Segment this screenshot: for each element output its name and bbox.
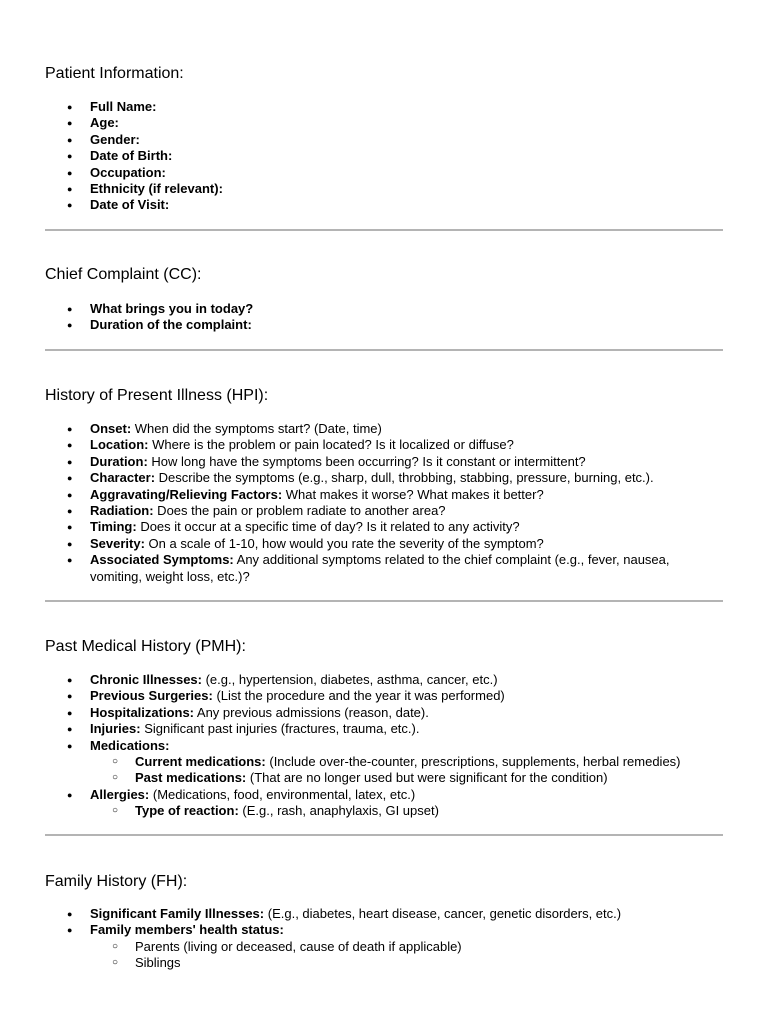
pmh-list — [45, 672, 723, 820]
list-item: ● Occupation: — [45, 165, 723, 181]
sub-list-item: ○ Type of reaction: (E.g., rash, anaphylaxis, GI upset) — [45, 803, 723, 819]
list-item: ● Age: — [45, 115, 723, 131]
hpi-section — [45, 386, 723, 585]
list-item: ● Onset: When did the symptoms start? (Date, time) — [45, 421, 723, 437]
patient-information-section — [45, 64, 723, 214]
section-heading: Past Medical History (PMH): — [45, 638, 246, 655]
section-divider — [45, 600, 723, 602]
section-heading: Chief Complaint (CC): — [45, 266, 202, 283]
chief-complaint-section — [45, 265, 723, 334]
list-item: ● Gender: — [45, 132, 723, 148]
section-heading: Patient Information: — [45, 65, 184, 82]
fh-section — [45, 872, 723, 972]
section-heading: History of Present Illness (HPI): — [45, 387, 269, 404]
section-divider — [45, 834, 723, 836]
list-item: ● Timing: Does it occur at a specific time of day? Is it related to any activity? — [45, 519, 723, 535]
hpi-list — [45, 421, 723, 585]
list-item: ● Duration: How long have the symptoms been occurring? Is it constant or intermittent? — [45, 454, 723, 470]
list-item: ● Date of Birth: — [45, 148, 723, 164]
list-item: ● Significant Family Illnesses: (E.g., diabetes, heart disease, cancer, genetic disorders, etc.) — [45, 906, 723, 922]
pmh-section — [45, 637, 723, 820]
sub-list-item: ○ Past medications: (That are no longer used but were significant for the condition) — [45, 770, 723, 786]
list-item: ● Associated Symptoms: Any additional symptoms related to the chief complaint (e.g., fever, nausea, vomiting, weight loss, etc.)? — [45, 552, 723, 585]
list-item: ● Location: Where is the problem or pain located? Is it localized or diffuse? — [45, 437, 723, 453]
list-item: ● Previous Surgeries: (List the procedure and the year it was performed) — [45, 688, 723, 704]
sub-list-item: ○ Parents (living or deceased, cause of death if applicable) — [45, 939, 723, 955]
section-divider — [45, 229, 723, 231]
list-item: ● Medications: — [45, 738, 723, 754]
list-item: ● Family members' health status: — [45, 922, 723, 938]
list-item: ● Injuries: Significant past injuries (fractures, trauma, etc.). — [45, 721, 723, 737]
list-item: ● Duration of the complaint: — [45, 317, 723, 333]
list-item: ● Radiation: Does the pain or problem radiate to another area? — [45, 503, 723, 519]
list-item: ● Chronic Illnesses: (e.g., hypertension, diabetes, asthma, cancer, etc.) — [45, 672, 723, 688]
sub-list-item: ○ Siblings — [45, 955, 723, 971]
list-item: ● Character: Describe the symptoms (e.g., sharp, dull, throbbing, stabbing, pressure, burning, etc.). — [45, 470, 723, 486]
list-item: ● Date of Visit: — [45, 197, 723, 213]
sub-list-item: ○ Current medications: (Include over-the-counter, prescriptions, supplements, herbal remedies) — [45, 754, 723, 770]
list-item: ● Allergies: (Medications, food, environmental, latex, etc.) — [45, 787, 723, 803]
patient-info-list — [45, 99, 723, 214]
list-item: ● Full Name: — [45, 99, 723, 115]
section-heading: Family History (FH): — [45, 873, 188, 890]
section-divider — [45, 349, 723, 351]
list-item: ● Hospitalizations: Any previous admissions (reason, date). — [45, 705, 723, 721]
list-item: ● Aggravating/Relieving Factors: What makes it worse? What makes it better? — [45, 487, 723, 503]
list-item: ● What brings you in today? — [45, 301, 723, 317]
list-item: ● Severity: On a scale of 1-10, how would you rate the severity of the symptom? — [45, 536, 723, 552]
chief-complaint-list — [45, 301, 723, 334]
list-item: ● Ethnicity (if relevant): — [45, 181, 723, 197]
fh-list — [45, 906, 723, 972]
